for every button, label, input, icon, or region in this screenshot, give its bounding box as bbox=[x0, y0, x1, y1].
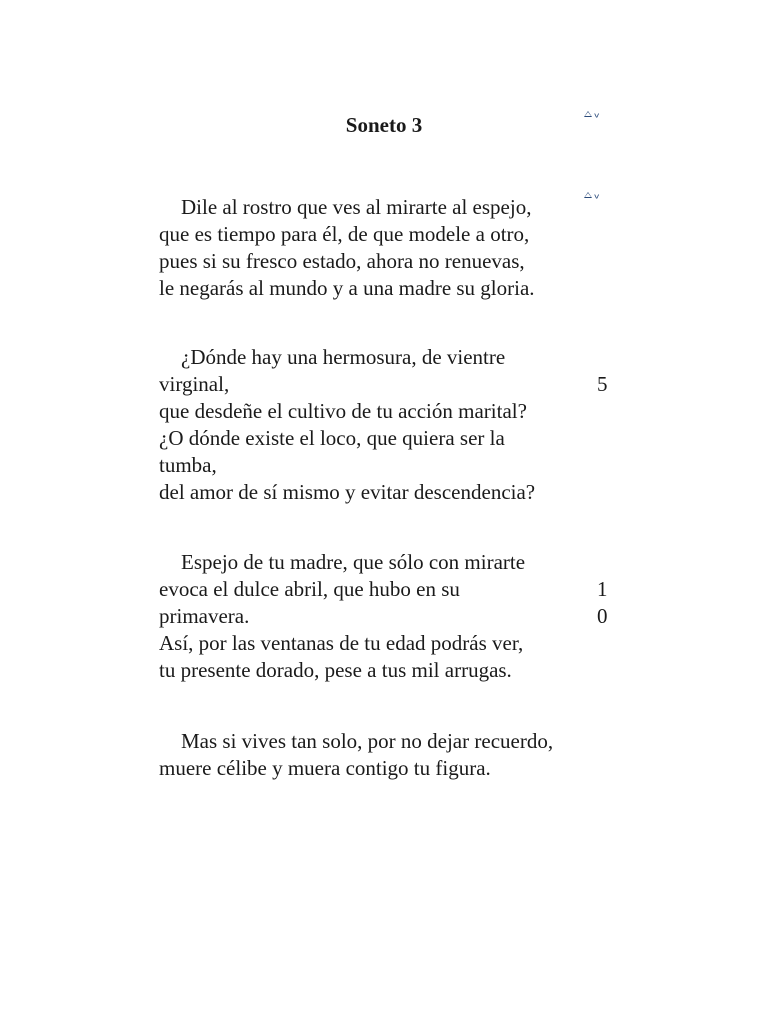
line-number: 0 bbox=[597, 604, 608, 628]
poem-line: virginal, bbox=[159, 372, 230, 396]
chevron-down-icon: v bbox=[594, 193, 600, 201]
up-down-navigation-icon[interactable] bbox=[584, 110, 612, 122]
poem-line: pues si su fresco estado, ahora no renuevas, bbox=[159, 249, 525, 273]
poem-line: muere célibe y muera contigo tu figura. bbox=[159, 756, 491, 780]
poem-line: Así, por las ventanas de tu edad podrás ver, bbox=[159, 631, 524, 655]
poem-line: del amor de sí mismo y evitar descendencia? bbox=[159, 480, 536, 504]
poem-line: tu presente dorado, pese a tus mil arrugas. bbox=[159, 658, 512, 682]
triangle-up-icon bbox=[584, 111, 592, 117]
line-number: 1 bbox=[597, 577, 608, 601]
poem-line: tumba, bbox=[159, 453, 217, 477]
line-number: 5 bbox=[597, 372, 608, 396]
poem-line: que desdeñe el cultivo de tu acción marital? bbox=[159, 399, 527, 423]
chevron-down-icon: v bbox=[594, 112, 600, 120]
triangle-up-icon bbox=[584, 192, 592, 198]
poem-line: ¿O dónde existe el loco, que quiera ser la bbox=[159, 426, 505, 450]
poem-line: le negarás al mundo y a una madre su gloria. bbox=[159, 276, 535, 300]
up-down-navigation-icon[interactable] bbox=[584, 191, 612, 203]
poem-line: evoca el dulce abril, que hubo en su bbox=[159, 577, 460, 601]
poem-line: ¿Dónde hay una hermosura, de vientre bbox=[181, 345, 506, 369]
poem-line: que es tiempo para él, de que modele a otro, bbox=[159, 222, 530, 246]
poem-line: Espejo de tu madre, que sólo con mirarte bbox=[181, 550, 526, 574]
poem-line: primavera. bbox=[159, 604, 250, 628]
poem-line: Dile al rostro que ves al mirarte al espejo, bbox=[181, 195, 532, 219]
page-title: Soneto 3 bbox=[345, 113, 423, 137]
poem-line: Mas si vives tan solo, por no dejar recuerdo, bbox=[181, 729, 554, 753]
